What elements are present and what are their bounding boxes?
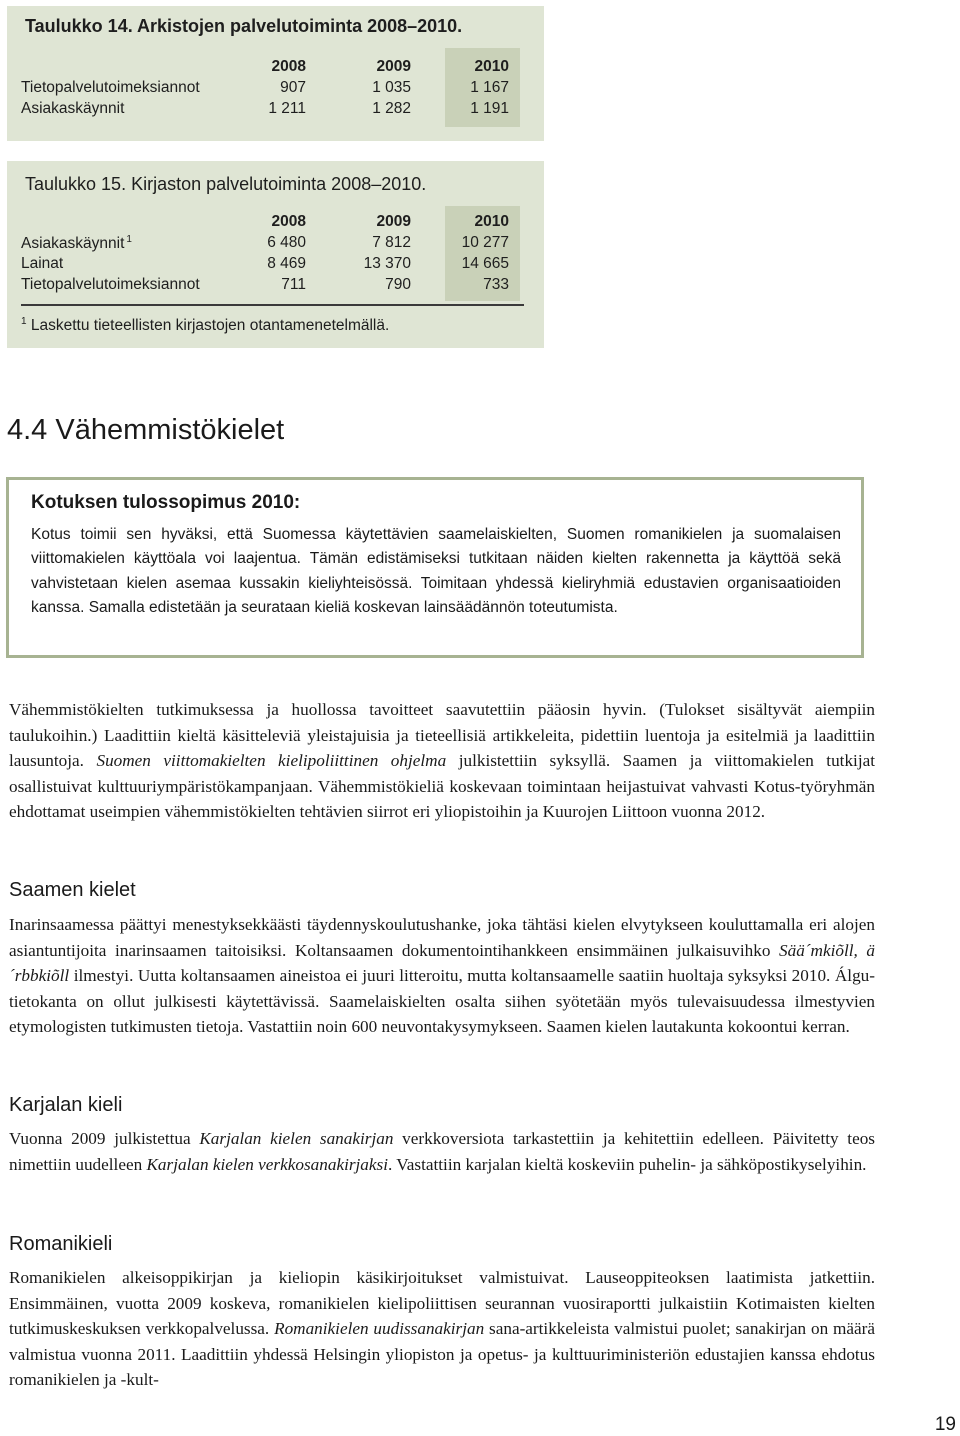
table-row [21, 255, 526, 276]
cell-value: 6 480 [267, 234, 306, 251]
year-header: 2010 [474, 213, 509, 230]
cell-value: 14 665 [461, 255, 509, 272]
karjala-paragraph: Vuonna 2009 julkistettua Karjalan kielen sanakirjan verkkoversiota tarkastettiin ja kehitettiin edelleen. Päivitetty teos nimettiin uudelleen Karjalan kielen verkkosanakirjaksi. Vastattiin karjalan kieltä koskeviin puhelin- ja sähköpostikyselyihin. [9, 1129, 875, 1174]
romani-paragraph: Romanikielen alkeisoppikirjan ja kieliopin käsikirjoitukset valmistuivat. Lauseoppiteoksen laatimista jatkettiin. Ensimmäinen, vuotta 2009 koskeva, romanikielen kielipoliittisen seurannan vuosiraportti julkaistiin Kotimaisten kielten tutkimuskeskuksen verkkopalvelussa. Romanikielen uudissanakirjan sana-artikkeleista valmistui puolet; sanakirjan on määrä valmistua vuonna 2011. Laadittiin yhdessä Helsingin yliopiston ja opetus- ja kulttuuriministeriön edustajien kanssa ehdotus romanikielen ja -kult- [9, 1268, 875, 1389]
table-row [21, 234, 526, 255]
box-title: Kotuksen tulossopimus 2010: [31, 492, 301, 513]
cell-value: 711 [281, 276, 306, 293]
cell-value: 7 812 [372, 234, 411, 251]
row-label: Asiakaskäynnit $^1$ [21, 234, 132, 252]
cell-value: 1 167 [470, 79, 509, 96]
cell-value: 13 370 [363, 255, 411, 272]
publication-title: Romanikielen uudissanakirjan [274, 1319, 485, 1338]
publication-title: Sää´mkiõll, ä´rbbkiõll [9, 940, 875, 985]
subheading-saame: Saamen kielet [9, 879, 136, 901]
kotus-agreement-box [6, 477, 864, 658]
publication-title: Karjalan kielen sanakirjan [199, 1129, 394, 1148]
subheading-romani: Romanikieli [9, 1233, 113, 1255]
table-footnote: $^1$ Laskettu tieteellisten kirjastojen otantamenetelmällä. [21, 316, 390, 334]
cell-value: 1 282 [372, 100, 411, 117]
table-title: Taulukko 14. Arkistojen palvelutoiminta 2008–2010. [25, 16, 463, 36]
table-header-row [21, 213, 526, 234]
footnote-marker: 1 [126, 234, 132, 245]
cell-value: 1 035 [372, 79, 411, 96]
table-title: Taulukko 15. Kirjaston palvelutoiminta 2008–2010. [25, 174, 427, 194]
table-header-row [21, 58, 526, 79]
table-row [21, 276, 526, 297]
saame-paragraph: Inarinsaamessa päättyi menestyksekkäästi täydennyskoulutushanke, joka tähtäsi kielen elvytykseen kouluttamalla eri alojen asiantuntijoita inarinsaamen taitoisiksi. Koltansaamen dokumentointihankkeen ensimmäinen julkaisuvihko Sää´mkiõll, ä´rbbkiõll ilmestyi. Uutta koltansaamen aineistoa ei juuri litteroitu, mutta koltansaamelle saatiin huoltaja syksyksi 2010. Álgu-tietokanta on ollut julkisesti käytettävissä. Saamelaiskielten osalta siihen syötetään myös tulevaisuudessa ilmestyvien etymologisten tutkimusten tietoja. Vastattiin noin 600 neuvontakysymykseen. Saamen kielen lautakunta kokoontui kerran. [9, 915, 875, 1036]
row-label: Tietopalvelutoimeksiannot [21, 79, 200, 96]
cell-value: 8 469 [267, 255, 306, 272]
cell-value: 1 191 [470, 100, 509, 117]
subheading-karjala: Karjalan kieli [9, 1094, 123, 1116]
year-header: 2010 [474, 58, 509, 75]
box-text: Kotus toimii sen hyväksi, että Suomessa käytettävien saamelaiskielten, Suomen romanikielen ja suomalaisen viittomakielen käyttöala voi laajentua. Tämän edistämiseksi tutkitaan näiden kielten rakennetta ja käyttöä sekä vahvistetaan kielen asemaa kussakin kieliyhteisössä. Toimitaan yhdessä kieliryhmiä edustavien organisaatioiden kanssa. Samalla edistetään ja seurataan kieliä koskevan lainsäädännön toteutumista. [31, 526, 841, 617]
year-header: 2008 [271, 213, 306, 230]
row-label: Asiakaskäynnit [21, 100, 125, 117]
cell-value: 1 211 [268, 100, 306, 117]
publication-title: Karjalan kielen verkkosanakirjaksi [146, 1154, 388, 1174]
table-row [21, 79, 526, 100]
year-header: 2009 [376, 213, 411, 230]
cell-value: 790 [385, 276, 411, 293]
page-number: 19 [934, 1414, 956, 1435]
cell-value: 907 [280, 79, 306, 96]
publication-title: Suomen viittomakielten kielipoliittinen ohjelma [96, 751, 447, 770]
cell-value: 10 277 [461, 234, 509, 251]
year-header: 2008 [271, 58, 306, 75]
table-row [21, 100, 526, 121]
cell-value: 733 [483, 276, 509, 293]
table-rule [21, 304, 524, 306]
table-14 [7, 6, 544, 141]
year-header: 2009 [376, 58, 411, 75]
row-label: Tietopalvelutoimeksiannot [21, 276, 200, 293]
intro-paragraph: Vähemmistökielten tutkimuksessa ja huollossa tavoitteet saavutettiin pääosin hyvin. (Tulokset sisältyvät aiempiin taulukoihin.) Laadittiin kieltä käsitteleviä yleistajuisia ja tieteellisiä artikkeleita, pidettiin luentoja ja esitelmiä ja laadittiin lausuntoja. Suomen viittomakielten kielipoliittinen ohjelma julkistettiin syksyllä. Saamen ja viittomakielen tutkijat osallistuivat kulttuuriympäristökampanjaan. Vähemmistökieliä koskevaan toimintaan heijastuivat vahvasti Kotus-työryhmän ehdottamat useimpien vähemmistökielten tehtävien siirrot eri yliopistoihin ja Kuurojen Liittoon vuonna 2012. [9, 700, 875, 821]
table-15 [7, 161, 544, 348]
row-label: Lainat [21, 255, 64, 272]
section-title: 4.4 Vähemmistökielet [7, 414, 285, 446]
